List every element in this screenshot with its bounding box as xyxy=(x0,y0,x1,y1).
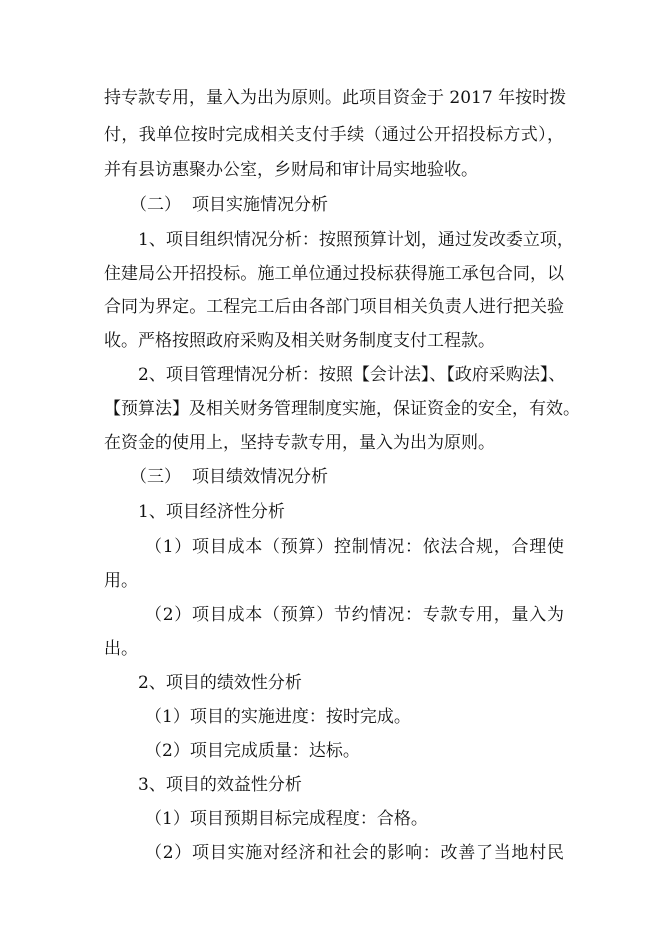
list-item-line: （1）项目成本（预算）控制情况：依法合规，合理使 xyxy=(145,537,564,557)
paragraph-line: 收。严格按照政府采购及相关财务制度支付工程款。 xyxy=(104,331,495,351)
section-heading-3 xyxy=(130,465,590,489)
section-number: （二） xyxy=(130,195,181,215)
paragraph-line: 持专款专用，量入为出为原则。此项目资金于 2017 年按时拨 xyxy=(104,88,567,108)
paragraph-line: 【预算法】及相关财务管理制度实施，保证资金的安全，有效。 xyxy=(104,399,580,419)
paragraph-line: 在资金的使用上，坚持专款专用，量入为出为原则。 xyxy=(104,433,495,453)
list-item-line: （2）项目成本（预算）节约情况：专款专用，量入为 xyxy=(145,605,564,625)
list-item: （1）项目的实施进度：按时完成。 xyxy=(145,707,411,727)
subsection-heading: 2、项目的绩效性分析 xyxy=(138,673,302,693)
section-title: 项目实施情况分析 xyxy=(192,195,328,215)
paragraph-line: 1、项目组织情况分析：按照预算计划，通过发改委立项， xyxy=(138,230,574,250)
list-item-line: 用。 xyxy=(104,571,138,591)
list-item: （1）项目预期目标完成程度：合格。 xyxy=(145,809,428,829)
section-title: 项目绩效情况分析 xyxy=(192,467,328,487)
list-item: （2）项目实施对经济和社会的影响：改善了当地村民 xyxy=(145,843,564,863)
paragraph-line: 付，我单位按时完成相关支付手续（通过公开招投标方式）， xyxy=(104,125,564,145)
subsection-heading: 1、项目经济性分析 xyxy=(138,502,285,522)
section-heading-2 xyxy=(130,193,590,217)
section-number: （三） xyxy=(130,467,181,487)
subsection-heading: 3、项目的效益性分析 xyxy=(138,775,302,795)
list-item: （2）项目完成质量：达标。 xyxy=(145,741,360,761)
paragraph-line: 合同为界定。工程完工后由各部门项目相关负责人进行把关验 xyxy=(104,297,564,317)
paragraph-line: 住建局公开招投标。施工单位通过投标获得施工承包合同，以 xyxy=(104,264,564,284)
list-item-line: 出。 xyxy=(104,639,138,659)
paragraph-line: 2、项目管理情况分析：按照【会计法】、【政府采购法】、 xyxy=(138,365,566,385)
paragraph-line: 并有县访惠聚办公室，乡财局和审计局实地验收。 xyxy=(104,160,478,180)
